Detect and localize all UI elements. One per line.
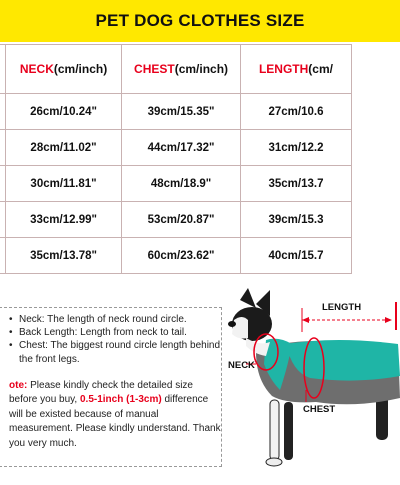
dog-nose — [228, 321, 236, 327]
chest-cell: 48cm/18.9" — [122, 166, 241, 202]
title-banner — [0, 0, 400, 42]
table-row — [0, 202, 352, 238]
table-row — [0, 130, 352, 166]
dog-coat-teal — [286, 340, 400, 381]
warning-prefix: ote: — [9, 379, 28, 391]
neck-cell: 26cm/10.24" — [5, 94, 121, 130]
page-title: PET DOG CLOTHES SIZE — [95, 11, 305, 30]
table-row — [0, 94, 352, 130]
note-neck: • Neck: The length of neck round circle. — [9, 313, 221, 326]
size-table — [0, 44, 352, 274]
dog-muzzle — [232, 317, 248, 339]
chest-cell: 60cm/23.62" — [122, 238, 241, 274]
notes-list — [9, 313, 221, 366]
length-arrow-right — [385, 317, 392, 323]
dog-illustration — [226, 280, 400, 480]
table-row — [0, 166, 352, 202]
neck-cell: 35cm/13.78" — [5, 238, 121, 274]
warning-text-2: difference will be existed because of manual measurement. Please kindly understand. Thank you very much. — [9, 394, 221, 449]
warning-highlight: 0.5-1inch (1-3cm) — [79, 394, 162, 406]
measurement-notes — [0, 307, 222, 467]
dog-paw — [266, 458, 282, 466]
neck-cell: 28cm/11.02" — [5, 130, 121, 166]
note-back-length: • Back Length: Length from neck to tail. — [9, 326, 221, 339]
length-cell: 35cm/13.7 — [240, 166, 351, 202]
chest-label: CHEST — [303, 404, 336, 415]
table-header-row — [0, 45, 352, 94]
length-arrow-left — [302, 317, 309, 323]
warning-text-1: Please kindly check the detailed size before you buy, — [9, 379, 193, 406]
header-neck: NECK(cm/inch) — [5, 45, 121, 94]
dog-ear-left — [240, 288, 256, 308]
length-label: LENGTH — [322, 302, 362, 313]
length-cell: 31cm/12.2 — [240, 130, 351, 166]
length-cell: 40cm/15.7 — [240, 238, 351, 274]
table-row — [0, 238, 352, 274]
dog-measurement-diagram — [226, 280, 400, 480]
dog-front-leg — [270, 400, 279, 460]
header-length: LENGTH(cm/ — [240, 45, 351, 94]
chest-cell: 39cm/15.35" — [122, 94, 241, 130]
length-cell: 39cm/15.3 — [240, 202, 351, 238]
neck-cell: 30cm/11.81" — [5, 166, 121, 202]
header-chest: CHEST(cm/inch) — [122, 45, 241, 94]
chest-cell: 44cm/17.32" — [122, 130, 241, 166]
length-cell: 27cm/10.6 — [240, 94, 351, 130]
neck-cell: 33cm/12.99" — [5, 202, 121, 238]
neck-label: NECK — [228, 360, 255, 371]
chest-cell: 53cm/20.87" — [122, 202, 241, 238]
dog-front-leg-2 — [284, 402, 293, 460]
note-chest: • Chest: The biggest round circle length behind the front legs. — [9, 339, 221, 365]
size-warning — [9, 379, 221, 452]
